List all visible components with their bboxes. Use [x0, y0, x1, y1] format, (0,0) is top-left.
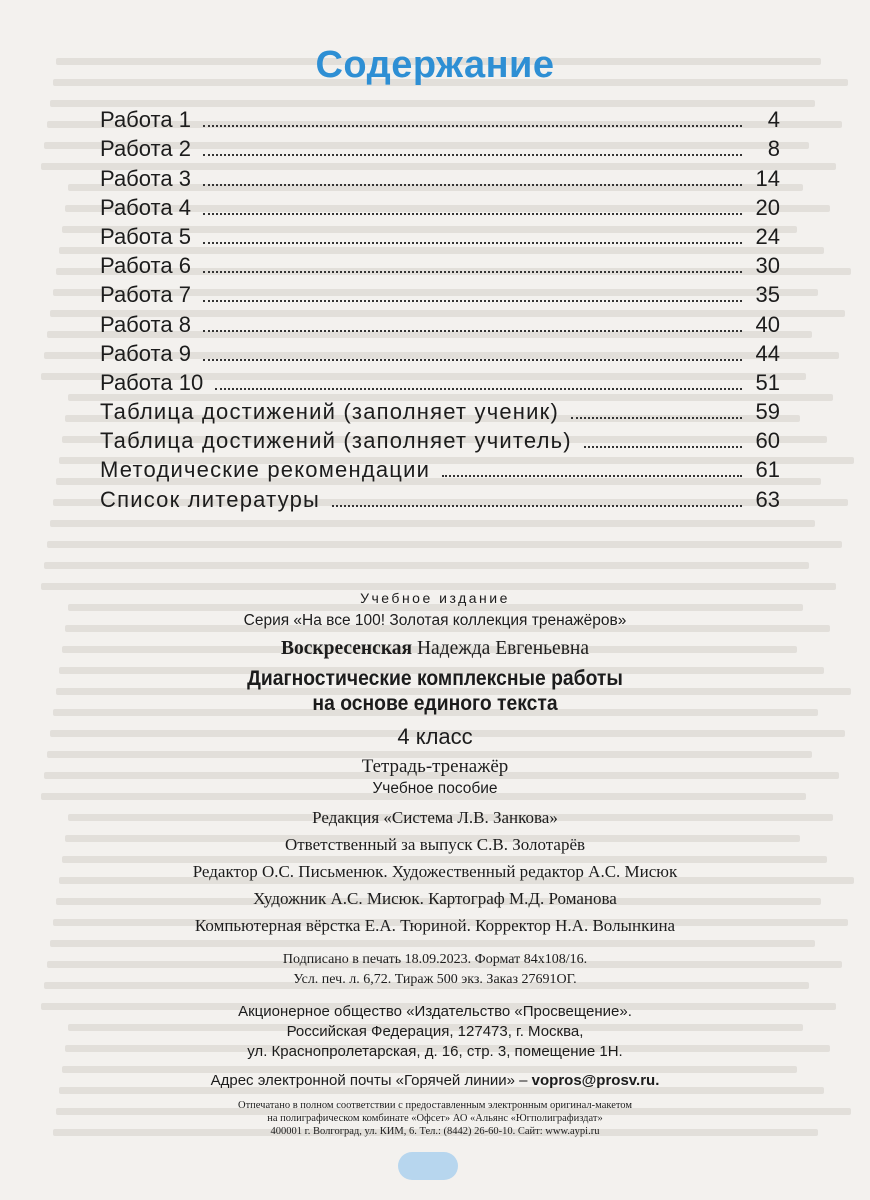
editor-line: Редактор О.С. Письменюк. Художественный редактор А.С. Мисюк	[192, 862, 678, 881]
toc-item-page: 8	[767, 136, 780, 162]
imprint-block	[0, 590, 870, 1138]
publisher-block	[0, 1002, 870, 1062]
toc-leader	[203, 359, 742, 361]
toc-leader	[203, 213, 742, 215]
toc-leader	[332, 505, 742, 507]
printing-info	[0, 1099, 870, 1138]
toc-leader	[203, 242, 742, 244]
toc-item-label: Работа 8	[100, 311, 191, 337]
toc-item[interactable]	[100, 250, 780, 279]
toc-item-label: Таблица достижений (заполняет учитель)	[100, 428, 572, 454]
author-last-name: Воскресенская	[281, 638, 413, 659]
bleed-line	[41, 583, 836, 590]
toc-item[interactable]	[100, 104, 780, 133]
toc-item-label: Методические рекомендации	[100, 457, 431, 483]
edition-label: Учебное издание	[360, 590, 510, 606]
toc-item-page: 14	[755, 165, 780, 191]
toc-item-label: Работа 5	[100, 223, 191, 249]
toc-item-page: 61	[755, 457, 780, 483]
toc-item-page: 35	[755, 282, 780, 308]
toc-item-page: 40	[755, 311, 780, 337]
toc-item-page: 59	[755, 399, 780, 425]
author-line	[0, 638, 870, 660]
toc-leader	[203, 154, 742, 156]
toc-item[interactable]	[100, 367, 780, 396]
page-title: Содержание	[315, 44, 555, 86]
publisher-street-line: ул. Краснопролетарская, д. 16, стр. 3, помещение 1Н.	[247, 1043, 623, 1060]
publisher-address-line: Российская Федерация, 127473, г. Москва,	[286, 1023, 584, 1040]
toc-item-label: Таблица достижений (заполняет ученик)	[100, 399, 559, 425]
toc-leader	[203, 300, 742, 302]
email-link[interactable]: vopros@prosv.ru.	[531, 1072, 660, 1089]
table-of-contents	[100, 104, 780, 513]
toc-leader	[203, 184, 742, 186]
artist-line: Художник А.С. Мисюк. Картограф М.Д. Романова	[253, 889, 617, 908]
toc-item[interactable]	[100, 279, 780, 308]
toc-item-label: Работа 9	[100, 340, 191, 366]
printing-line-2: на полиграфическом комбинате «Офсет» АО «Альянс «Югполиграфиздат»	[267, 1113, 603, 1124]
toc-item-page: 4	[767, 107, 780, 133]
toc-item-label: Работа 3	[100, 165, 191, 191]
bleed-line	[44, 562, 809, 569]
book-title-line-1: Диагностические комплексные работы	[247, 667, 623, 690]
toc-leader	[584, 446, 742, 448]
toc-leader	[203, 330, 742, 332]
toc-item-page: 24	[755, 223, 780, 249]
responsible-line: Ответственный за выпуск С.В. Золотарёв	[284, 835, 586, 854]
toc-item[interactable]	[100, 192, 780, 221]
layout-line: Компьютерная вёрстка Е.А. Тюриной. Корректор Н.А. Волынкина	[194, 916, 676, 935]
toc-leader	[571, 417, 742, 419]
page-number-badge	[398, 1152, 458, 1180]
bleed-line	[47, 541, 842, 548]
book-type: Тетрадь-тренажёр	[361, 756, 509, 777]
toc-item-label: Работа 4	[100, 194, 191, 220]
editorial-line: Редакция «Система Л.В. Занкова»	[312, 808, 558, 827]
toc-item[interactable]	[100, 162, 780, 191]
toc-item-label: Работа 2	[100, 136, 191, 162]
toc-item-label: Работа 6	[100, 253, 191, 279]
toc-item[interactable]	[100, 338, 780, 367]
toc-item-page: 51	[755, 369, 780, 395]
book-title-line-2: на основе единого текста	[312, 692, 558, 715]
print-sheets-line: Усл. печ. л. 6,72. Тираж 500 экз. Заказ 27691ОГ.	[293, 972, 577, 987]
toc-leader	[203, 271, 742, 273]
toc-item-page: 60	[755, 428, 780, 454]
toc-item[interactable]	[100, 483, 780, 512]
email-label: Адрес электронной почты «Горячей линии» –	[210, 1072, 528, 1089]
toc-item[interactable]	[100, 221, 780, 250]
bleed-line	[50, 520, 815, 527]
book-subtype: Учебное пособие	[372, 780, 498, 797]
toc-leader	[442, 475, 742, 477]
toc-item-page: 30	[755, 253, 780, 279]
series-line: Серия «На все 100! Золотая коллекция тренажёров»	[243, 612, 627, 629]
book-title	[35, 666, 835, 716]
toc-item[interactable]	[100, 396, 780, 425]
publisher-line: Акционерное общество «Издательство «Просвещение».	[238, 1003, 632, 1020]
toc-item-label: Работа 1	[100, 107, 191, 133]
toc-item-label: Работа 7	[100, 282, 191, 308]
toc-leader	[203, 125, 742, 127]
toc-item-page: 63	[755, 486, 780, 512]
toc-item[interactable]	[100, 425, 780, 454]
toc-item-label: Работа 10	[100, 369, 204, 395]
toc-item-label: Список литературы	[100, 486, 321, 512]
grade-label: 4 класс	[397, 724, 473, 749]
toc-item[interactable]	[100, 454, 780, 483]
signed-line: Подписано в печать 18.09.2023. Формат 84x108/16.	[282, 952, 588, 967]
toc-leader	[215, 388, 742, 390]
author-first-name: Надежда Евгеньевна	[416, 638, 589, 659]
toc-item[interactable]	[100, 308, 780, 337]
toc-item[interactable]	[100, 133, 780, 162]
printing-line-3: 400001 г. Волгоград, ул. КИМ, 6. Тел.: (8442) 26-60-10. Сайт: www.aypi.ru	[270, 1126, 600, 1137]
toc-item-page: 20	[755, 194, 780, 220]
hotline-email-line	[0, 1072, 870, 1089]
toc-item-page: 44	[755, 340, 780, 366]
printing-line-1: Отпечатано в полном соответствии с предоставленным электронным оригинал-макетом	[237, 1100, 633, 1111]
